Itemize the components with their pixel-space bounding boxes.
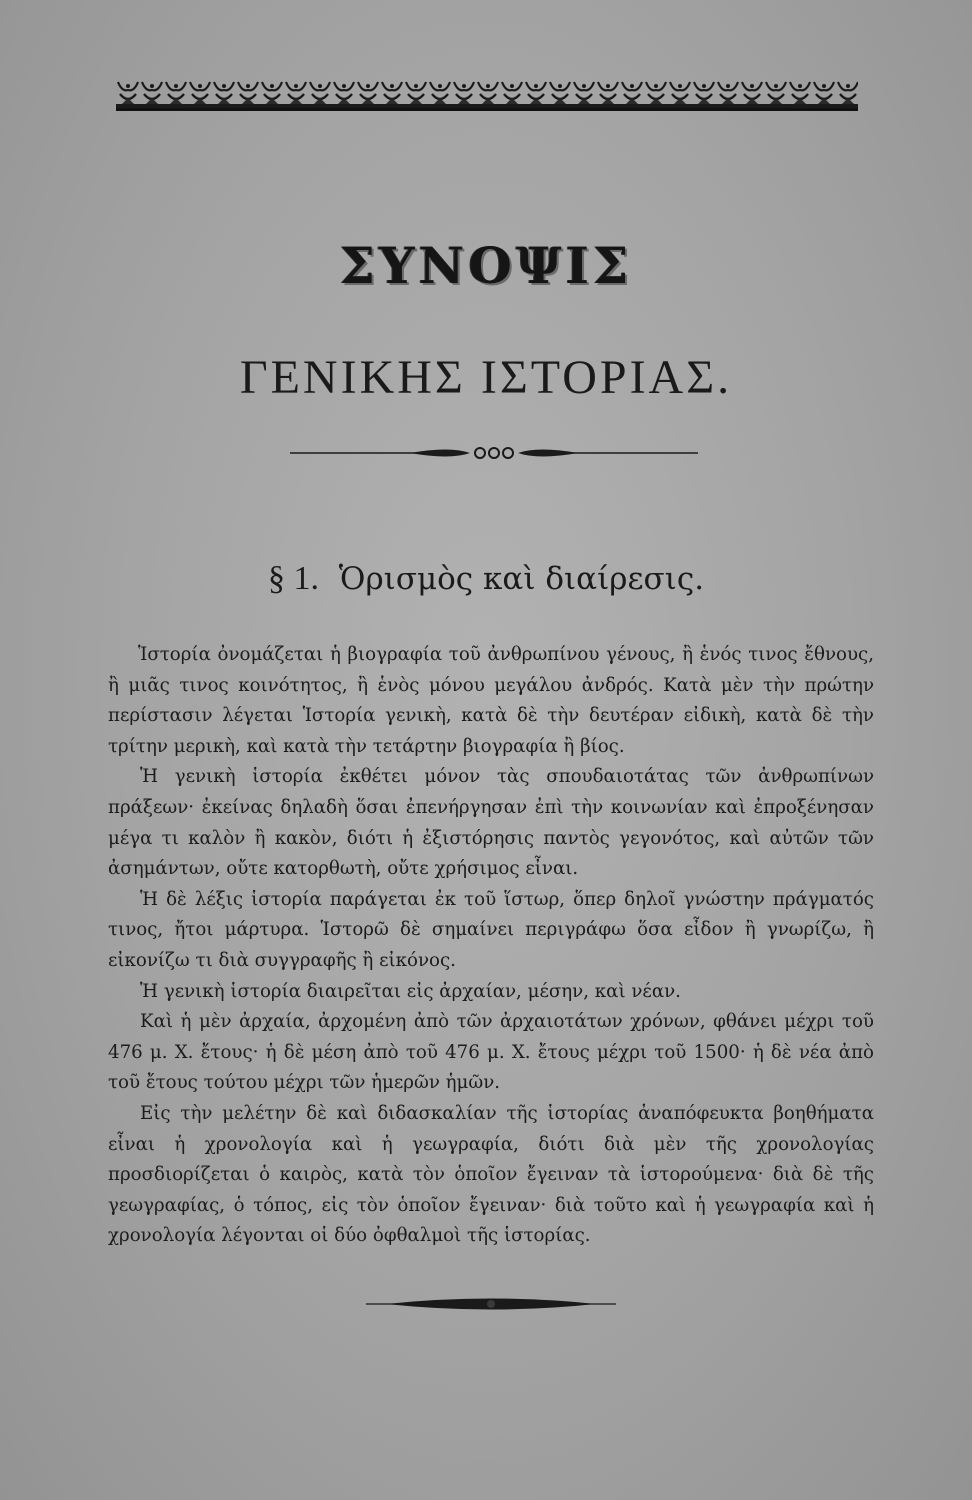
paragraph: Ἡ γενικὴ ἱστορία ἐκθέτει μόνον τὰς σπουδαιοτάτας τῶν ἀνθρωπίνων πράξεων· ἐκείνας δηλαδὴ ὅσαι ἐπενήργησαν ἐπὶ τὴν κοινωνίαν καὶ ἐπροξένησαν μέγα τι καλὸν ἢ κακὸν, διότι ἡ ἐξιστόρησις παντὸς γεγονότος, καὶ αὐτῶν τῶν ἀσημάντων, οὔτε κατορθωτὴ, οὔτε χρήσιμος εἶναι. <box>108 766 874 880</box>
display-title: ΣΥΝΟΨΙΣ <box>339 236 633 295</box>
end-ornament-icon <box>366 1292 616 1316</box>
divider-ornament-icon <box>290 442 698 464</box>
section-title: Ὁρισμὸς καὶ διαίρεσις. <box>338 561 705 597</box>
page-title: ΓΕΝΙΚΗΣ ΙΣΤΟΡΙΑΣ. <box>239 351 733 404</box>
paragraph: Ἱστορία ὀνομάζεται ἡ βιογραφία τοῦ ἀνθρωπίνου γένους, ἢ ἑνός τινος ἔθνους, ἢ μιᾶς τινος κοινότητος, ἢ ἑνὸς μόνου μεγάλου ἀνδρός. Κατὰ μὲν τὴν πρώτην περίστασιν λέγεται Ἱστορία γενικὴ, κατὰ δὲ τὴν δευτέραν εἰδικὴ, κατὰ δὲ τὴν τρίτην μερικὴ, καὶ κατὰ τὴν τετάρτην βιογραφία ἢ βίος. <box>108 644 874 757</box>
paragraph: Καὶ ἡ μὲν ἀρχαία, ἀρχομένη ἀπὸ τῶν ἀρχαιοτάτων χρόνων, φθάνει μέχρι τοῦ 476 μ. Χ. ἔτους· ἡ δὲ μέση ἀπὸ τοῦ 476 μ. Χ. ἔτους μέχρι τοῦ 1500· ἡ δὲ νέα ἀπὸ τοῦ ἔτους τούτου μέχρι τῶν ἡμερῶν ἡμῶν. <box>108 1011 874 1094</box>
body-text <box>108 640 874 1252</box>
paragraph: Ἡ γενικὴ ἱστορία διαιρεῖται εἰς ἀρχαίαν, μέσην, καὶ νέαν. <box>140 980 681 1002</box>
section-number: § 1. <box>267 560 319 597</box>
decorative-border-icon <box>116 78 858 112</box>
paragraph: Εἰς τὴν μελέτην δὲ καὶ διδασκαλίαν τῆς ἱστορίας ἀναπόφευκτα βοηθήματα εἶναι ἡ χρονολογία καὶ ἡ γεωγραφία, διότι διὰ μὲν τῆς χρονολογίας προσδιορίζεται ὁ καιρὸς, κατὰ τὸν ὁποῖον ἔγειναν τὰ ἱστορούμενα· διὰ δὲ τῆς γεωγραφίας, ὁ τόπος, εἰς τὸν ὁποῖον ἔγειναν· διὰ τοῦτο καὶ ἡ γεωγραφία καὶ ἡ χρονολογία λέγονται οἱ δύο ὀφθαλμοὶ τῆς ἱστορίας. <box>108 1102 874 1247</box>
paragraph: Ἡ δὲ λέξις ἱστορία παράγεται ἐκ τοῦ ἵστωρ, ὅπερ δηλοῖ γνώστην πράγματός τινος, ἤτοι μάρτυρα. Ἱστορῶ δὲ σημαίνει περιγράφω ὅσα εἶδον ἢ γνωρίζω, ἢ εἰκονίζω τι διὰ συγγραφῆς ἢ εἰκόνος. <box>108 888 874 971</box>
section-heading <box>0 560 972 598</box>
